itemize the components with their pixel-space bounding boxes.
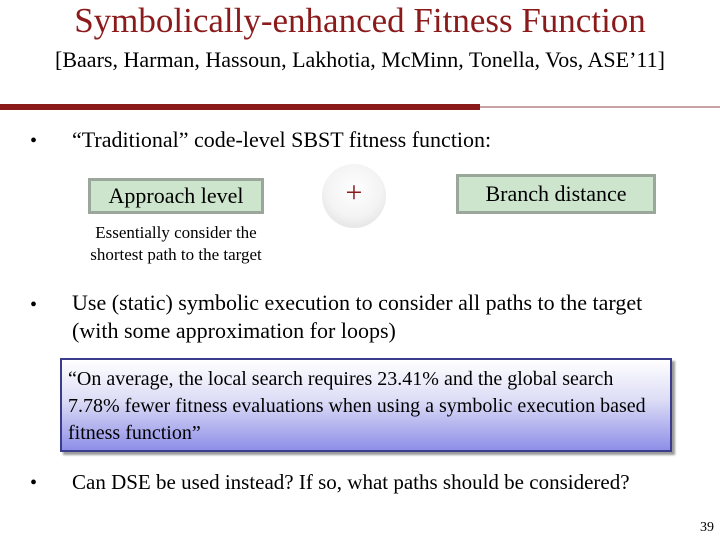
plus-operator-circle: + (322, 164, 386, 228)
results-quote-box: “On average, the local search requires 23.41% and the global search 7.78% fewer fitness evaluations when using a symbolic execution based fitness function” (60, 358, 672, 452)
slide-title: Symbolically-enhanced Fitness Function (74, 1, 646, 40)
citation-subtitle: [Baars, Harman, Hassoun, Lakhotia, McMinn, Tonella, Vos, ASE’11] (55, 47, 665, 72)
approach-level-box: Approach level (88, 178, 264, 214)
page-number: 39 (700, 520, 714, 535)
bullet-traditional-fitness: “Traditional” code-level SBST fitness function: (72, 127, 492, 152)
bullet-marker: • (30, 130, 38, 152)
bullet-marker: • (30, 472, 38, 494)
bullet-symbolic-execution: Use (static) symbolic execution to consider all paths to the target (with some approximation for loops) (72, 290, 643, 343)
bullet-marker: • (30, 294, 38, 316)
title-divider (0, 104, 480, 110)
bullet-dse-question: Can DSE be used instead? If so, what paths should be considered? (72, 470, 630, 494)
branch-distance-box: Branch distance (456, 174, 656, 214)
approach-level-note: Essentially consider the shortest path to the target (90, 223, 262, 264)
title-divider-tail (480, 106, 720, 108)
